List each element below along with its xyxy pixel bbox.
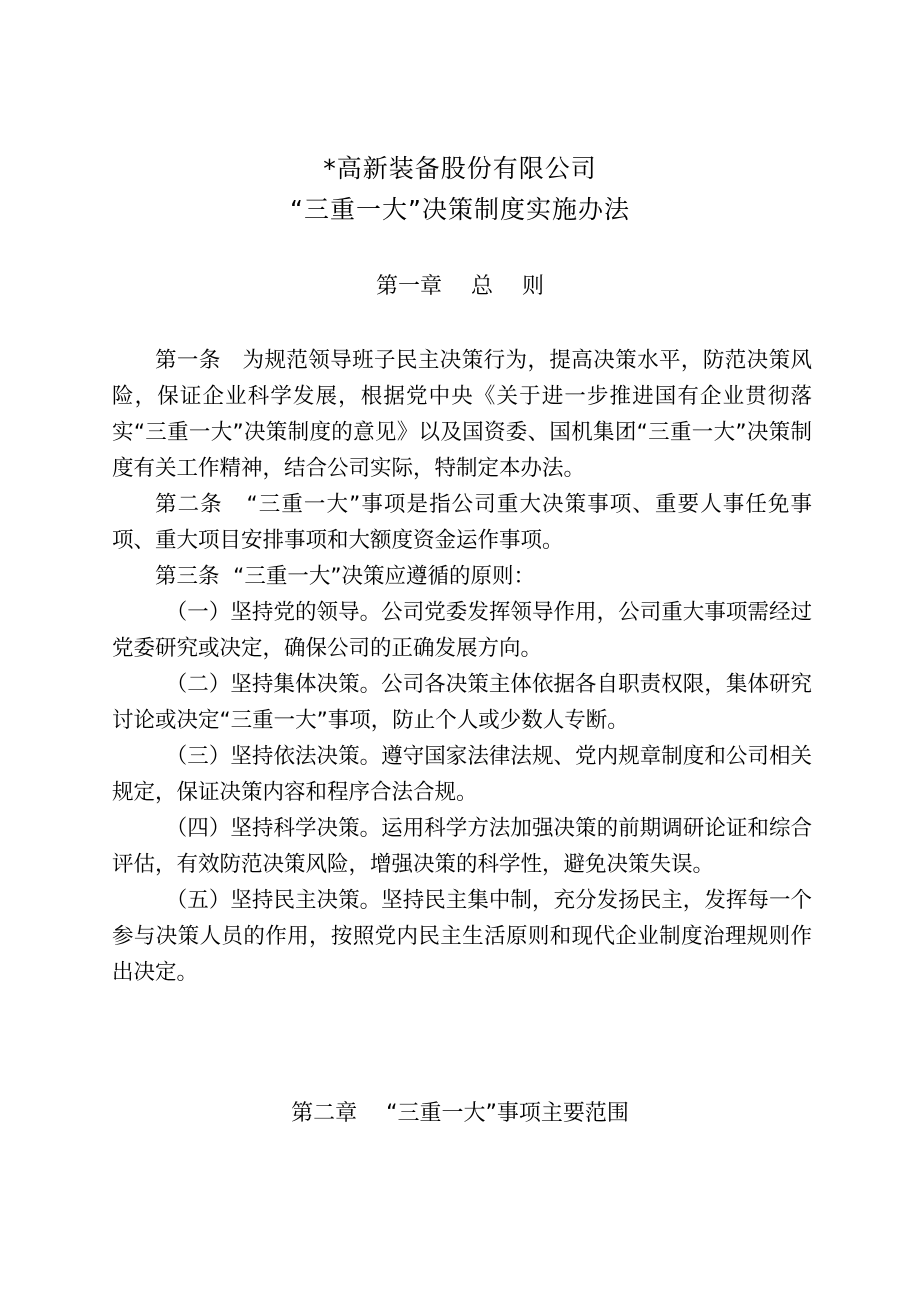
document-title-regulation: “三重一大”决策制度实施办法 (290, 195, 630, 224)
article-text: “三重一大”决策应遵循的原则： (226, 564, 535, 589)
article-3 (112, 559, 812, 595)
article-number: 第一条 (155, 348, 229, 373)
principle-4: （四）坚持科学决策。运用科学方法加强决策的前期调研论证和综合评估，有效防范决策风险，增强决策的科学性，避免决策失误。 (112, 816, 812, 877)
article-2 (112, 487, 812, 559)
article-text: 为规范领导班子民主决策行为，提高决策水平，防范决策风险，保证企业科学发展，根据党中央《关于进一步推进国有企业贯彻落实“三重一大”决策制度的意见》以及国资委、国机集团“三重一大”决策制度有关工作精神，结合公司实际，特制定本办法。 (112, 348, 812, 481)
principle-2: （二）坚持集体决策。公司各决策主体依据各自职责权限，集体研究讨论或决定“三重一大”事项，防止个人或少数人专断。 (112, 672, 812, 733)
article-number: 第二条 (155, 492, 231, 517)
principle-3: （三）坚持依法决策。遵守国家法律法规、党内规章制度和公司相关规定，保证决策内容和程序合法合规。 (112, 744, 812, 805)
document-title-company: *高新装备股份有限公司 (323, 154, 597, 183)
article-number: 第三条 (155, 564, 227, 589)
chapter-1-body (112, 343, 812, 991)
article-text: “三重一大”事项是指公司重大决策事项、重要人事任免事项、重大项目安排事项和大额度资金运作事项。 (112, 492, 812, 553)
principle-5: （五）坚持民主决策。坚持民主集中制，充分发扬民主，发挥每一个参与决策人员的作用，按照党内民主生活原则和现代企业制度治理规则作出决定。 (112, 888, 812, 985)
chapter-2-heading: 第二章 “三重一大”事项主要范围 (291, 1101, 629, 1126)
principle-1: （一）坚持党的领导。公司党委发挥领导作用，公司重大事项需经过党委研究或决定，确保公司的正确发展方向。 (112, 600, 812, 661)
article-1 (112, 343, 812, 487)
chapter-1-heading: 第一章 总 则 (376, 274, 544, 299)
